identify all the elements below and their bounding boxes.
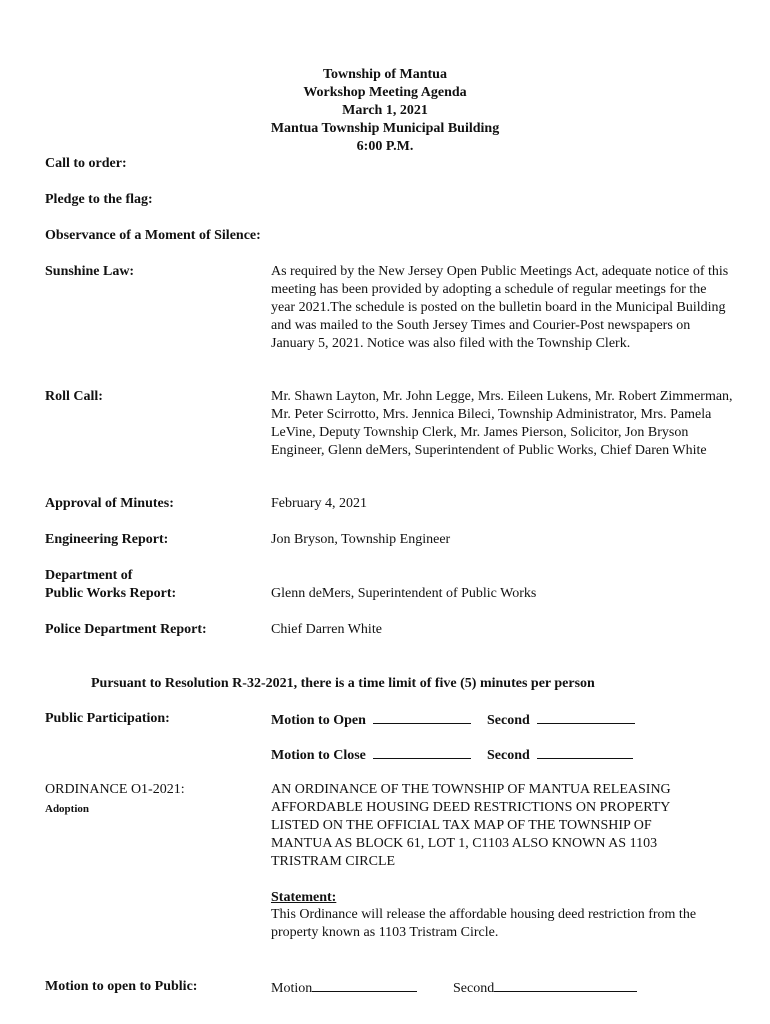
meeting-type: Workshop Meeting Agenda: [303, 85, 467, 100]
motion-to-open-row: [271, 710, 471, 730]
dpw-report-value: Glenn deMers, Superintendent of Public Works: [271, 586, 537, 601]
resolution-time-limit-note: Pursuant to Resolution R-32-2021, there is a time limit of five (5) minutes per person: [91, 676, 595, 691]
call-to-order-label: Call to order:: [45, 156, 127, 171]
second-public-row: [453, 978, 637, 998]
sunshine-law-text: As required by the New Jersey Open Public Meetings Act, adequate notice of this meeting has been provided by adopting a schedule of regular meetings for the year 2021.The schedule is posted on the bulletin board in the Municipal Building and was mailed to the South Jersey Times and Courier-Post newspapers on January 5, 2021. Notice was also filed with the Township Clerk.: [271, 264, 729, 351]
second-public-blank: [494, 978, 637, 992]
agenda-header: [0, 66, 770, 156]
police-report-value: Chief Darren White: [271, 622, 382, 637]
ordinance-label: ORDINANCE O1-2021:: [45, 782, 185, 797]
second-open-label: Second: [487, 713, 530, 728]
second-close-row: [487, 745, 633, 765]
motion-public-label: Motion: [271, 981, 313, 996]
motion-public-row: [271, 978, 417, 998]
engineering-report-value: Jon Bryson, Township Engineer: [271, 532, 451, 547]
second-close-label: Second: [487, 748, 530, 763]
motion-to-close-blank: [373, 745, 471, 759]
dpw-report-label-line2: Public Works Report:: [45, 586, 177, 601]
moment-of-silence-label: Observance of a Moment of Silence:: [45, 228, 261, 243]
motion-to-open-blank: [373, 710, 471, 724]
roll-call-label: Roll Call:: [45, 389, 103, 404]
statement-text: This Ordinance will release the affordable housing deed restriction from the property known as 1103 Tristram Circle.: [271, 907, 697, 940]
sunshine-law-label: Sunshine Law:: [45, 264, 135, 279]
approval-of-minutes-value: February 4, 2021: [271, 496, 368, 511]
second-open-blank: [537, 710, 635, 724]
approval-of-minutes-label: Approval of Minutes:: [45, 496, 174, 511]
motion-public-blank: [312, 978, 417, 992]
second-public-label: Second: [453, 981, 495, 996]
meeting-date: March 1, 2021: [342, 103, 428, 118]
motion-to-open-label: Motion to Open: [271, 713, 366, 728]
meeting-location: Mantua Township Municipal Building: [270, 121, 500, 136]
statement-heading: Statement:: [271, 890, 337, 905]
public-participation-label: Public Participation:: [45, 711, 170, 726]
township-name: Township of Mantua: [323, 67, 447, 82]
police-report-label: Police Department Report:: [45, 622, 207, 637]
meeting-time: 6:00 P.M.: [356, 139, 414, 154]
pledge-label: Pledge to the flag:: [45, 192, 153, 207]
motion-to-close-row: [271, 745, 471, 765]
motion-open-to-public-label: Motion to open to Public:: [45, 979, 198, 994]
dpw-report-label-line1: Department of: [45, 568, 133, 583]
roll-call-text: Mr. Shawn Layton, Mr. John Legge, Mrs. Eileen Lukens, Mr. Robert Zimmerman, Mr. Peter Scirrotto, Mrs. Jennica Bileci, Township Administrator, Mrs. Pamela LeVine, Deputy Township Clerk, Mr. James Pierson, Solicitor, Jon Bryson Engineer, Glenn deMers, Superintendent of Public Works, Chief Daren White: [271, 389, 733, 458]
ordinance-text: AN ORDINANCE OF THE TOWNSHIP OF MANTUA RELEASING AFFORDABLE HOUSING DEED RESTRICTIONS ON PROPERTY LISTED ON THE OFFICIAL TAX MAP OF THE TOWNSHIP OF MANTUA AS BLOCK 61, LOT 1, C1103 ALSO KNOWN AS 1103 TRISTRAM CIRCLE: [271, 782, 671, 869]
second-close-blank: [537, 745, 633, 759]
ordinance-adoption-label: Adoption: [45, 803, 90, 815]
second-open-row: [487, 710, 635, 730]
engineering-report-label: Engineering Report:: [45, 532, 169, 547]
motion-to-close-label: Motion to Close: [271, 748, 366, 763]
